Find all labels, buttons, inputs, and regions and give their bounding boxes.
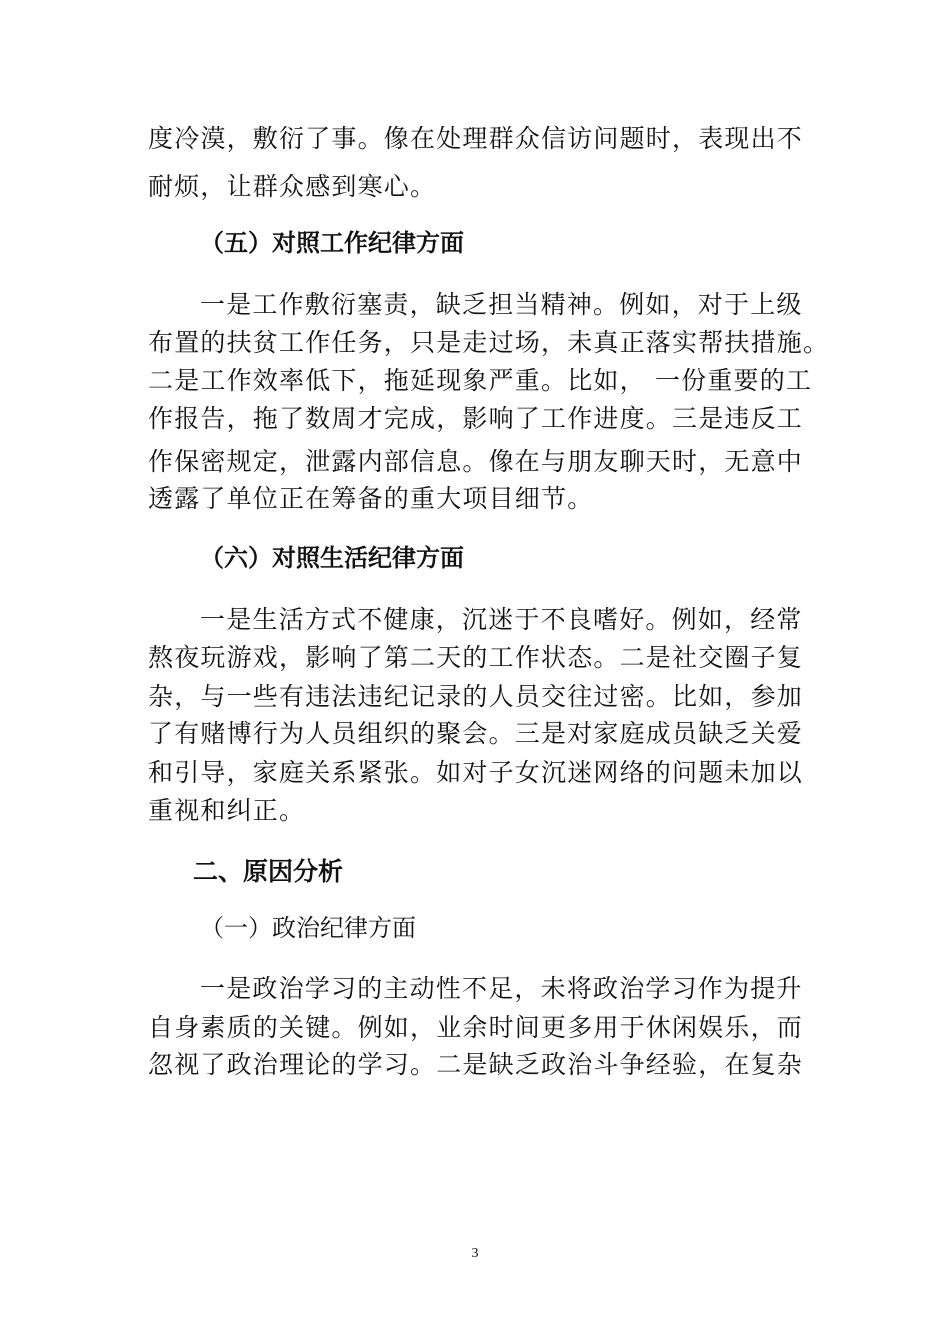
- paragraph-line: 熬夜玩游戏，影响了第二天的工作状态。二是社交圈子复: [148, 643, 804, 672]
- paragraph-line: 度冷漠，敷衍了事。像在处理群众信访问题时，表现出不: [148, 124, 804, 153]
- paragraph-line: 一是政治学习的主动性不足，未将政治学习作为提升: [200, 974, 803, 1003]
- paragraph-line: 自身素质的关键。例如，业余时间更多用于休闲娱乐，而: [148, 1013, 804, 1042]
- paragraph-line: 透露了单位正在筹备的重大项目细节。: [148, 484, 594, 513]
- paragraph-line: 一是工作敷衍塞责，缺乏担当精神。例如，对于上级: [200, 290, 803, 319]
- section-heading: （五）对照工作纪律方面: [200, 229, 464, 257]
- paragraph-line: 和引导，家庭关系紧张。如对子女沉迷网络的问题未加以: [148, 758, 804, 787]
- page-number: 3: [471, 1246, 479, 1261]
- section-heading: （六）对照生活纪律方面: [200, 544, 464, 572]
- paragraph-line: 作报告，拖了数周才完成，影响了工作进度。三是违反工: [148, 404, 804, 433]
- paragraph-line: 二是工作效率低下，拖延现象严重。比如， 一份重要的工: [148, 366, 813, 395]
- paragraph-line: 了有赌博行为人员组织的聚会。三是对家庭成员缺乏关爱: [148, 719, 804, 748]
- paragraph-line: 布置的扶贫工作任务，只是走过场，未真正落实帮扶措施。: [148, 328, 830, 357]
- subsection-heading: （一）政治纪律方面: [200, 914, 416, 942]
- paragraph-line: 忽视了政治理论的学习。二是缺乏政治斗争经验，在复杂: [148, 1050, 804, 1079]
- paragraph-line: 杂，与一些有违法违纪记录的人员交往过密。比如，参加: [148, 682, 804, 711]
- paragraph-line: 一是生活方式不健康，沉迷于不良嗜好。例如，经常: [200, 605, 803, 634]
- part-heading: 二、原因分析: [193, 857, 344, 886]
- paragraph-line: 耐烦，让群众感到寒心。: [148, 172, 437, 201]
- paragraph-line: 作保密规定，泄露内部信息。像在与朋友聊天时，无意中: [148, 447, 804, 476]
- paragraph-line: 重视和纠正。: [148, 796, 306, 825]
